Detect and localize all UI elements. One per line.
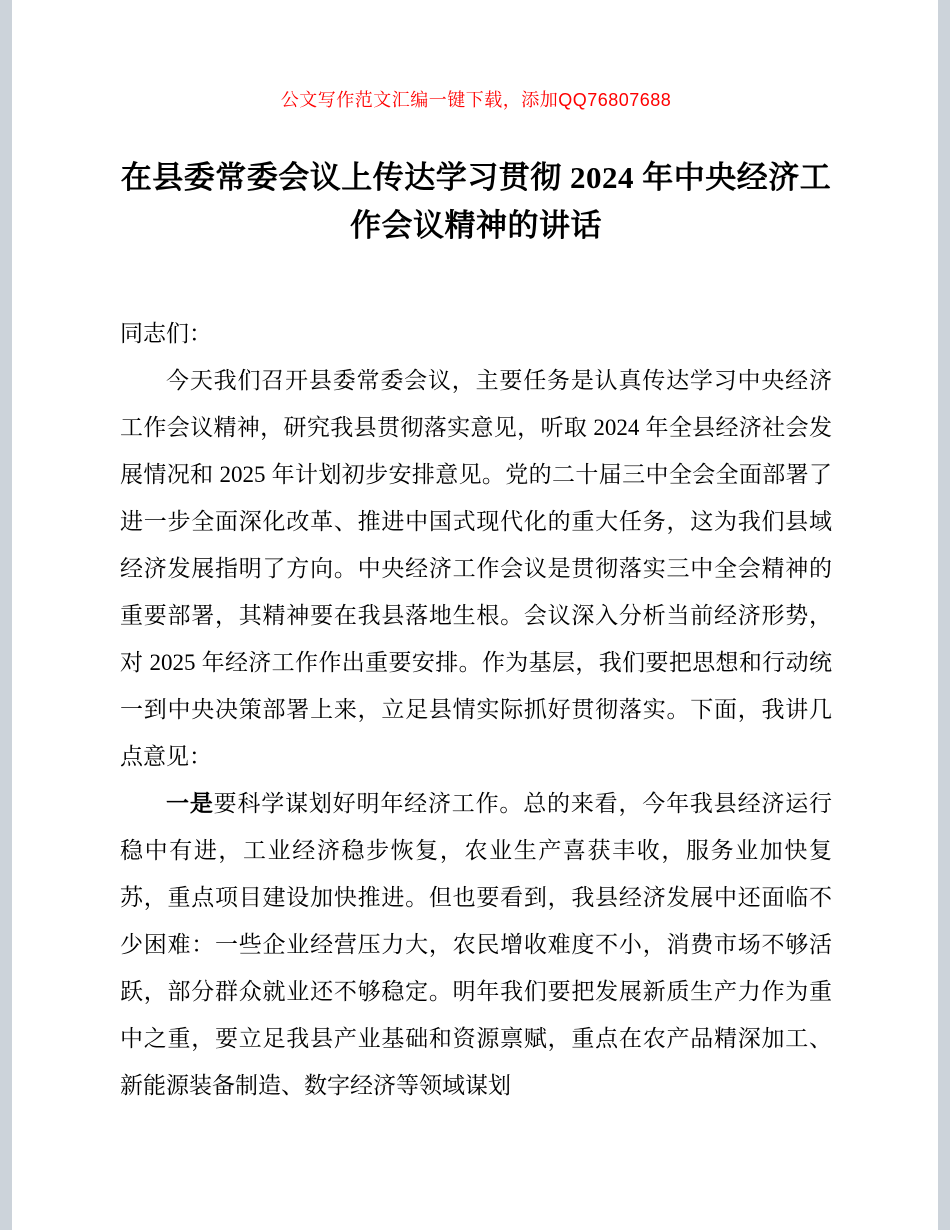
- paragraph-1: [120, 357, 832, 780]
- paragraph-2-text: 要科学谋划好明年经济工作。总的来看，今年我县经济运行稳中有进，工业经济稳步恢复，农业生产喜获丰收，服务业加快复苏，重点项目建设加快推进。但也要看到，我县经济发展中还面临不少困难：一些企业经营压力大，农民增收难度不小，消费市场不够活跃，部分群众就业还不够稳定。明年我们要把发展新质生产力作为重中之重，要立足我县产业基础和资源禀赋，重点在农产品精深加工、新能源装备制造、数字经济等领域谋划: [120, 791, 833, 1099]
- document-body: [120, 310, 832, 1109]
- promo-notice: 公文写作范文汇编一键下载，添加QQ76807688: [280, 90, 672, 110]
- paragraph-2-lead: 一是: [166, 791, 214, 817]
- paragraph-1-text: 今天我们召开县委常委会议，主要任务是认真传达学习中央经济工作会议精神，研究我县贯彻落实意见，听取 2024 年全县经济社会发展情况和 2025 年计划初步安排意见。党的二十届三中全会全面部署了进一步全面深化改革、推进中国式现代化的重大任务，这为我们县域经济发展指明了方向。中央经济工作会议是贯彻落实三中全会精神的重要部署，其精神要在我县落地生根。会议深入分析当前经济形势，对 2025 年经济工作作出重要安排。作为基层，我们要把思想和行动统一到中央决策部署上来，立足县情实际抓好贯彻落实。下面，我讲几点意见：: [120, 368, 832, 770]
- document-page: [12, 0, 938, 1230]
- salutation: 同志们：: [120, 321, 212, 347]
- document-title: 在县委常委会议上传达学习贯彻 2024 年中央经济工作会议精神的讲话: [120, 160, 832, 244]
- paragraph-2: [120, 780, 832, 1109]
